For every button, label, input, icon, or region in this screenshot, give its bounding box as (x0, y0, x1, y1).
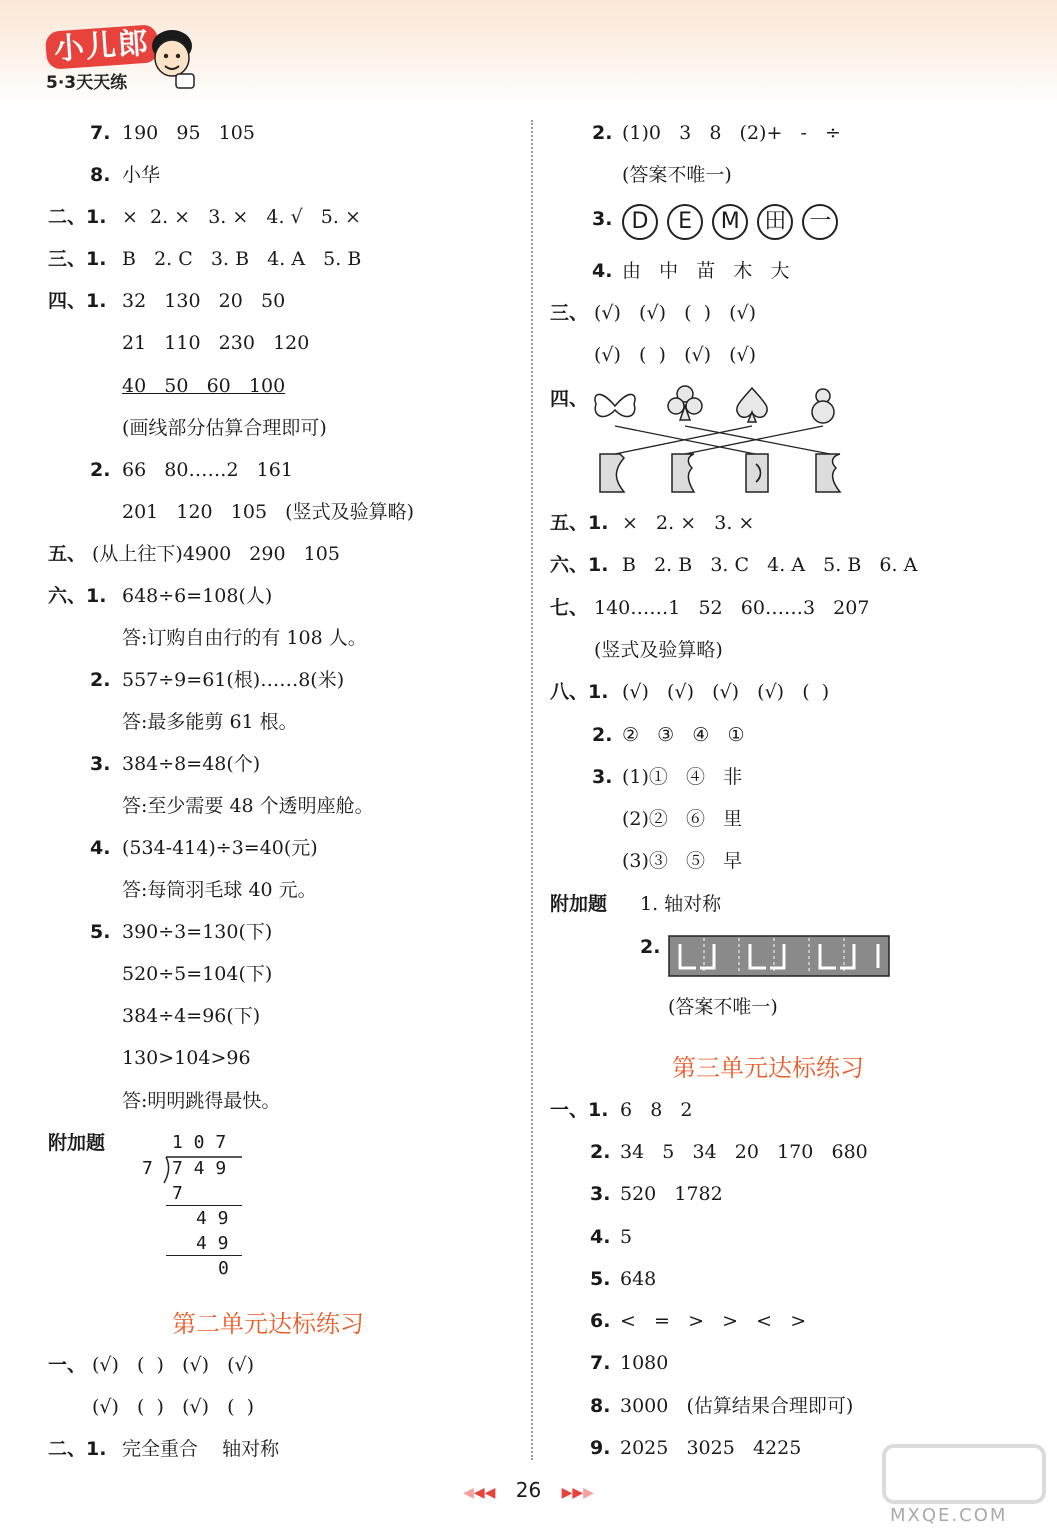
matching-figure (590, 382, 850, 498)
logo (46, 25, 158, 93)
division-step2: 4 9 (196, 1208, 229, 1229)
item-text: 384÷4=96(下) (122, 1005, 261, 1027)
item-key: 7. (590, 1352, 611, 1374)
item-text: 2025 3025 4225 (620, 1437, 802, 1459)
item-key: 3. (90, 753, 111, 775)
item-key: 一、 (48, 1354, 87, 1376)
left-extra-title: 附加题 (48, 1132, 106, 1154)
item-text: 答:最多能剪 61 根。 (122, 711, 298, 733)
item-text: (竖式及验算略) (594, 639, 723, 661)
item-text: 201 120 105 (竖式及验算略) (122, 501, 414, 523)
item-text: × 2. × 3. × (622, 512, 755, 534)
item-key: 2. (90, 459, 111, 481)
item-text: (534-414)÷3=40(元) (122, 837, 318, 859)
item-text: (√) (√) (√) (√) ( ) (622, 681, 830, 703)
item-text: B 2. B 3. C 4. A 5. B 6. A (622, 554, 918, 576)
item-text: 140……1 52 60……3 207 (594, 597, 870, 619)
item-text: 答:至少需要 48 个透明座舱。 (122, 795, 374, 817)
item-text: (√) ( ) (√) (√) (92, 1354, 255, 1376)
item-key: 2. (592, 724, 613, 746)
matching-lines (615, 426, 830, 454)
item-text: 由 中 苗 木 大 (622, 260, 790, 282)
item-text: (√) (√) ( ) (√) (594, 302, 757, 324)
circled-letter: D (622, 204, 658, 240)
item-text: (2)② ⑥ 里 (622, 808, 743, 830)
next-arrow-icon: ▶▶ (561, 1485, 584, 1501)
item-key: 四、1. (48, 290, 107, 312)
item-text: 21 110 230 120 (122, 332, 310, 354)
item-key: 4. (590, 1226, 611, 1248)
watermark-text: MXQE.COM (890, 1505, 1008, 1526)
item-key: 6. (590, 1310, 611, 1332)
prev-arrow-icon: ◀◀ (473, 1485, 496, 1501)
item-key: 7. (90, 122, 111, 144)
item-text: (√) ( ) (√) (√) (594, 344, 757, 366)
item-text: (1)① ④ 非 (622, 766, 743, 788)
item-text: 557÷9=61(根)……8(米) (122, 669, 345, 691)
item-text: 130>104>96 (122, 1047, 251, 1069)
item-text: 小华 (122, 164, 161, 186)
item-text: 648÷6=108(人) (122, 585, 273, 607)
item-text: (1)0 3 8 (2)+ - ÷ (622, 122, 841, 144)
item-key: 8. (90, 164, 111, 186)
unit3-title: 第三单元达标练习 (672, 1054, 864, 1082)
item-key: 4. (592, 260, 613, 282)
mascot-icon (148, 28, 198, 92)
half-shapes (600, 454, 840, 492)
division-step3: 4 9 (196, 1233, 229, 1254)
item-text: 答:明明跳得最快。 (122, 1090, 281, 1112)
item-text: (答案不唯一) (622, 164, 732, 186)
next-arrow-icon: ▶ (583, 1485, 594, 1501)
pattern-strip (668, 934, 890, 978)
item-text: (画线部分估算合理即可) (122, 417, 327, 439)
division-bracket (156, 1155, 246, 1185)
circled-letter: M (712, 204, 748, 240)
item-text: 答:每筒羽毛球 40 元。 (122, 879, 317, 901)
circled-letter: 田 (757, 204, 793, 240)
dividend: 7 4 9 (172, 1158, 227, 1179)
prev-arrow-icon: ◀ (463, 1485, 474, 1501)
page-number: 26 (515, 1478, 542, 1502)
item-key: 三、 (550, 302, 589, 324)
item-text: (答案不唯一) (668, 996, 778, 1018)
circled-letter: 一 (802, 204, 838, 240)
club-icon (668, 386, 702, 420)
item-key: 附加题 (550, 893, 608, 915)
item-key: 五、 (48, 543, 87, 565)
item-key: 二、1. (48, 1438, 107, 1460)
item-key: 一、1. (550, 1099, 609, 1121)
item-text: × 2. × 3. × 4. √ 5. × (122, 206, 361, 228)
division-remainder: 0 (218, 1258, 229, 1279)
item-key: 六、1. (550, 554, 609, 576)
item-key: 五、1. (550, 512, 609, 534)
item-key: 八、1. (550, 681, 609, 703)
item-text: 答:订购自由行的有 108 人。 (122, 627, 367, 649)
item-key: 5. (590, 1268, 611, 1290)
item-text: ② ③ ④ ① (622, 724, 745, 746)
item-key: 5. (90, 921, 111, 943)
column-divider (531, 120, 533, 1460)
item-text: 40 50 60 100 (122, 375, 286, 397)
division-line (166, 1255, 242, 1256)
item-text: 390÷3=130(下) (122, 921, 273, 943)
divisor: 7 (142, 1158, 153, 1179)
item-text: 32 130 20 50 (122, 290, 286, 312)
unit2-title: 第二单元达标练习 (172, 1310, 364, 1338)
butterfly-icon (595, 394, 635, 416)
spade-icon (737, 388, 767, 422)
circled-letters (622, 204, 842, 240)
item-key: 2. (590, 1141, 611, 1163)
item-text: 1080 (620, 1352, 669, 1374)
item-key: 六、1. (48, 585, 107, 607)
item-key: 2. (90, 669, 111, 691)
item-text: 520÷5=104(下) (122, 963, 273, 985)
item-key: 3. (592, 766, 613, 788)
item-text: (√) ( ) (√) ( ) (92, 1396, 255, 1418)
item-text: 190 95 105 (122, 122, 255, 144)
item-text: 384÷8=48(个) (122, 753, 261, 775)
item-key: 3. (590, 1183, 611, 1205)
item-text: 5 (620, 1226, 633, 1248)
item-key: 9. (590, 1437, 611, 1459)
item-text: 完全重合 轴对称 (122, 1438, 280, 1460)
item-text: 34 5 34 20 170 680 (620, 1141, 868, 1163)
item-key: 四、 (550, 388, 589, 410)
quotient: 1 0 7 (172, 1132, 227, 1153)
item-text: 3000 (估算结果合理即可) (620, 1395, 854, 1417)
item-text: B 2. C 3. B 4. A 5. B (122, 248, 362, 270)
item-text: (从上往下)4900 290 105 (92, 543, 340, 565)
item-key: 2. (592, 122, 613, 144)
item-text: 66 80……2 161 (122, 459, 293, 481)
item-text: 520 1782 (620, 1183, 723, 1205)
item-key: 三、1. (48, 248, 107, 270)
circled-letter: E (667, 204, 703, 240)
item-text: (3)③ ⑤ 早 (622, 850, 743, 872)
gourd-icon (812, 389, 834, 423)
logo-subtitle: 5·3天天练 (46, 73, 128, 93)
division-line (166, 1205, 242, 1206)
item-key: 二、1. (48, 206, 107, 228)
division-step1: 7 (172, 1183, 183, 1204)
item-text: < = > > < > (620, 1310, 807, 1332)
item-key: 4. (90, 837, 111, 859)
item-text: 648 (620, 1268, 657, 1290)
item-key: 七、 (550, 597, 589, 619)
item-key: 2. (640, 936, 661, 958)
logo-brand: 小儿郎 (45, 24, 159, 70)
item-key: 8. (590, 1395, 611, 1417)
item-key: 3. (592, 208, 613, 230)
item-text: 6 8 2 (620, 1099, 693, 1121)
item-text: 1. 轴对称 (640, 893, 722, 915)
